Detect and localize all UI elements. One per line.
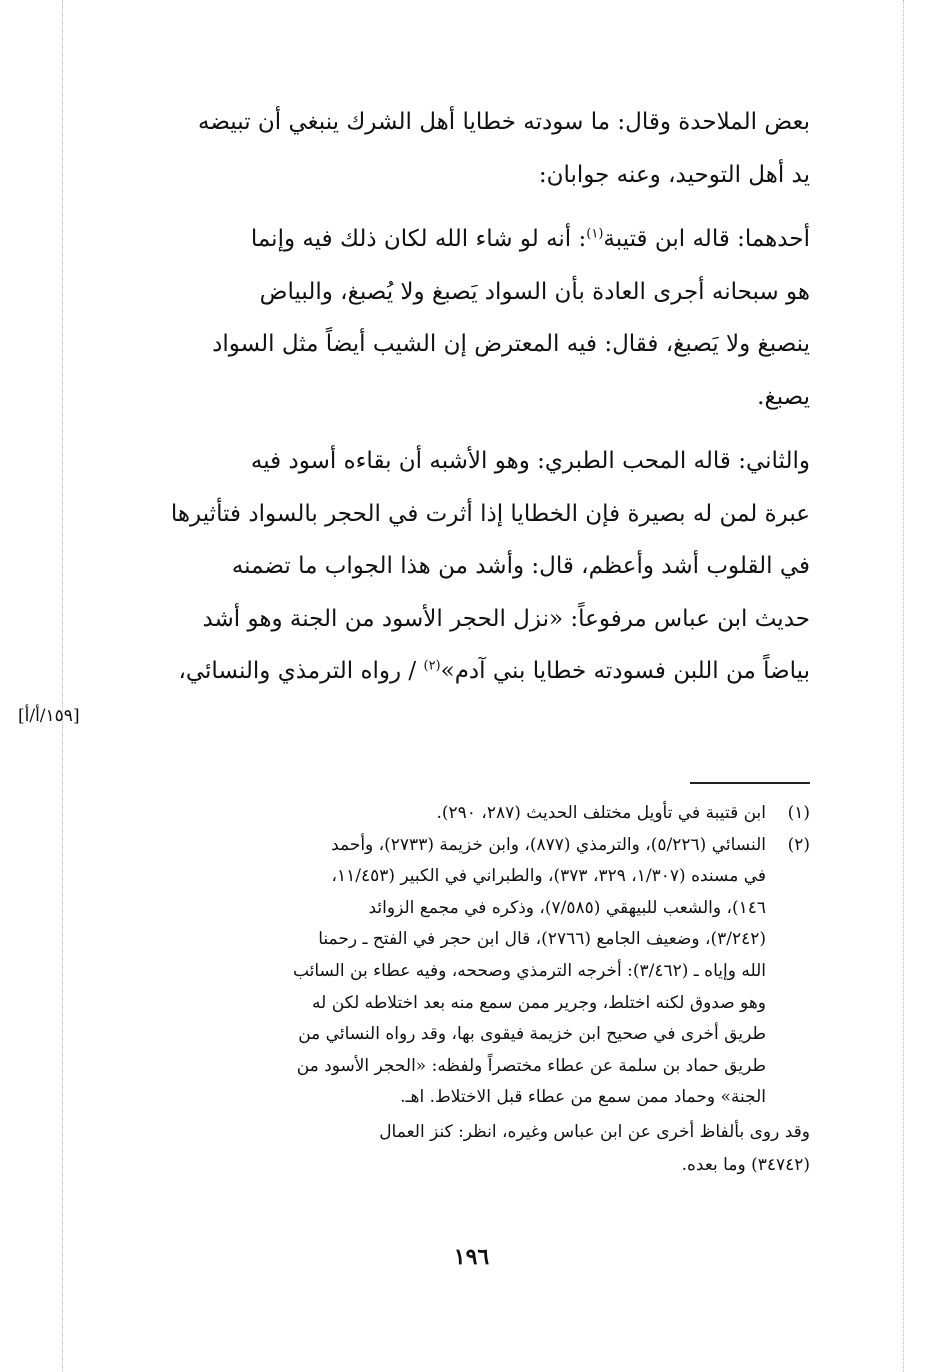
footnotes bbox=[120, 798, 810, 1182]
footnote-2 bbox=[120, 830, 810, 1114]
footnote-line: ابن قتيبة في تأويل مختلف الحديث (٢٨٧، ٢٩٠). bbox=[436, 803, 766, 823]
main-line: يصبغ. bbox=[757, 383, 810, 410]
footnote-separator bbox=[690, 782, 810, 784]
footnote-ref-2[interactable]: (٢) bbox=[423, 658, 441, 674]
footnote-continuation bbox=[120, 1116, 810, 1182]
footnote-line: (٣/٢٤٢)، وضعيف الجامع (٢٧٦٦)، قال ابن حجر في الفتح ـ رحمنا bbox=[318, 929, 766, 950]
footnote-ref-1[interactable]: (١) bbox=[586, 226, 604, 242]
footnote-line: (٣٤٧٤٢) وما بعده. bbox=[681, 1154, 810, 1175]
main-line-text: أحدهما: قاله ابن قتيبة bbox=[603, 226, 810, 252]
main-line: حديث ابن عباس مرفوعاً: «نزل الحجر الأسود من الجنة وهو أشد bbox=[202, 605, 810, 632]
manuscript-folio-marker: [١٥٩/أ/أ] bbox=[18, 706, 80, 726]
footnote-line: طريق حماد بن سلمة عن عطاء مختصراً ولفظه: «الحجر الأسود من bbox=[296, 1055, 766, 1076]
main-line bbox=[120, 213, 810, 266]
main-line: هو سبحانه أجرى العادة بأن السواد يَصبغ ولا يُصبغ، والبياض bbox=[259, 278, 810, 305]
main-line-text: : أنه لو شاء الله لكان ذلك فيه وإنما bbox=[250, 226, 587, 252]
main-line: ينصبغ ولا يَصبغ، فقال: فيه المعترض إن الشيب أيضاً مثل السواد bbox=[212, 331, 810, 357]
footnote-line: في مسنده (١/٣٠٧، ٣٢٩، ٣٧٣)، والطبراني في الكبير (١١/٤٥٣، bbox=[331, 866, 766, 887]
footnote-line: وقد روى بألفاظ أخرى عن ابن عباس وغيره، انظر: كنز العمال bbox=[379, 1121, 810, 1142]
main-line-text: / رواه الترمذي والنسائي، bbox=[178, 658, 424, 684]
main-line: والثاني: قاله المحب الطبري: وهو الأشبه أن بقاءه أسود فيه bbox=[250, 448, 810, 474]
page-content bbox=[18, 96, 810, 1175]
footnote-1 bbox=[120, 798, 810, 830]
main-line-text: بياضاً من اللبن فسودته خطايا بني آدم» bbox=[440, 658, 810, 684]
main-line bbox=[120, 645, 810, 698]
footnote-body bbox=[120, 830, 766, 1114]
main-line: بعض الملاحدة وقال: ما سودته خطايا أهل الشرك ينبغي أن تبيضه bbox=[198, 109, 810, 135]
footnote-line: طريق أخرى في صحيح ابن خزيمة فيقوى بها، وقد رواه النسائي من bbox=[298, 1024, 766, 1045]
scan-edge-right bbox=[903, 0, 904, 1372]
footnote-line: النسائي (٥/٢٢٦)، والترمذي (٨٧٧)، وابن خزيمة (٢٧٣٣)، وأحمد bbox=[331, 834, 766, 855]
footnote-number: (١) bbox=[787, 803, 810, 823]
footnote-line: ١٤٦)، والشعب للبيهقي (٧/٥٨٥)، وذكره في مجمع الزوائد bbox=[368, 897, 766, 918]
page-number: ١٩٦ bbox=[453, 1244, 490, 1270]
footnote-body bbox=[120, 798, 766, 830]
main-text bbox=[120, 96, 810, 698]
footnote-number: (٢) bbox=[787, 834, 810, 855]
footnote-line: الجنة» وحماد ممن سمع من عطاء قبل الاختلاط. اهـ. bbox=[400, 1087, 766, 1108]
footnote-line: وهو صدوق لكنه اختلط، وجرير ممن سمع منه بعد اختلاطه لكن له bbox=[312, 992, 766, 1013]
scan-edge-left bbox=[62, 0, 63, 1372]
main-line: في القلوب أشد وأعظم، قال: وأشد من هذا الجواب ما تضمنه bbox=[231, 553, 810, 579]
footnote-line: الله وإياه ـ (٣/٤٦٢): أخرجه الترمذي وصححه، وفيه عطاء بن السائب bbox=[292, 960, 766, 981]
main-line: يد أهل التوحيد، وعنه جوابان: bbox=[538, 161, 810, 188]
main-line: عبرة لمن له بصيرة فإن الخطايا إذا أثرت في الحجر بالسواد فتأثيرها bbox=[170, 500, 810, 527]
